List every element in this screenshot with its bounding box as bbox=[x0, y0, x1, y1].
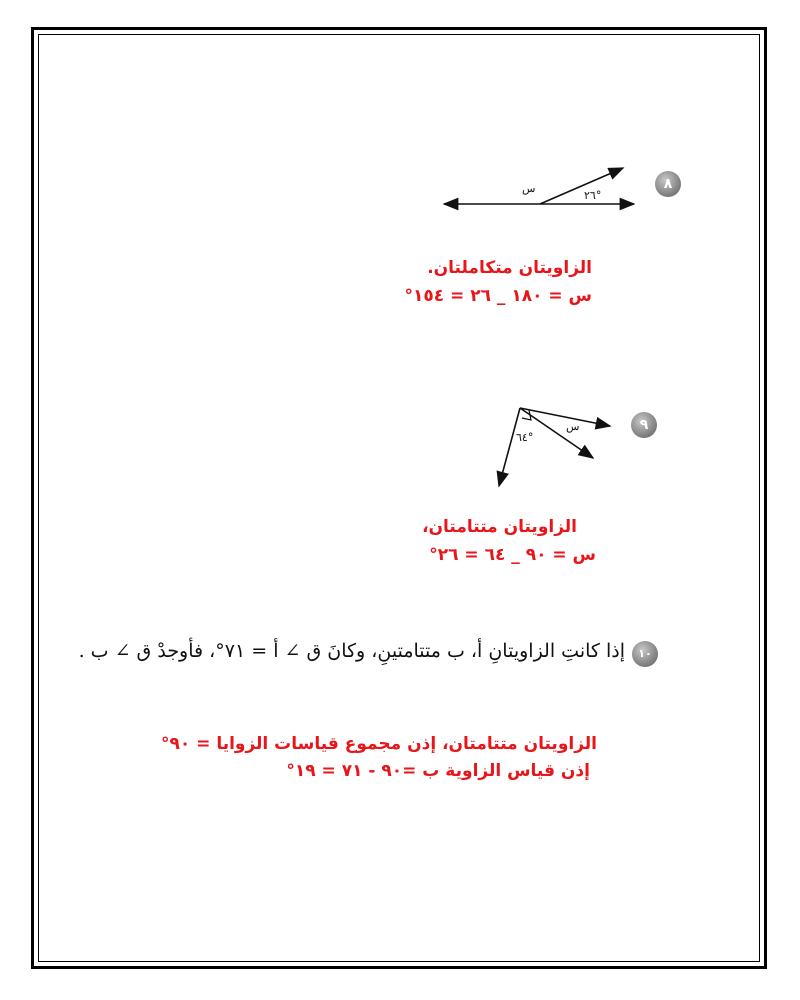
problem-9-number-badge: ٩ bbox=[631, 412, 657, 438]
problem-10-number-badge: ١٠ bbox=[632, 641, 658, 667]
problem-8-label-x: س bbox=[522, 182, 536, 195]
problem-9-answer-line1: الزاويتان متتامتان، bbox=[422, 517, 577, 537]
problem-10-answer-line2: إذن قياس الزاوية ب =٩٠ - ٧١ = ١٩° bbox=[286, 761, 590, 781]
problem-9-ray-down bbox=[499, 408, 520, 486]
problem-10-question: إذا كانتِ الزاويتانِ أ، ب متتامتينِ، وكانَ ق ∠ أ = ٧١°، فأوجدْ ق ∠ ب . bbox=[78, 640, 625, 662]
problem-8-answer-line2: س = ١٨٠ _ ٢٦ = ١٥٤° bbox=[404, 286, 592, 306]
problem-8-ray bbox=[540, 168, 623, 204]
problem-10-answer-line1: الزاويتان متتامتان، إذن مجموع قياسات الزوايا = ٩٠° bbox=[160, 734, 597, 754]
page-border-inner bbox=[38, 34, 760, 962]
problem-9-figure bbox=[490, 398, 620, 490]
problem-9-label-angle: ٦٤° bbox=[516, 431, 534, 444]
problem-8-number-badge: ٨ bbox=[655, 171, 681, 197]
problem-9-answer-line2: س = ٩٠ _ ٦٤ = ٢٦° bbox=[429, 545, 596, 565]
problem-8-label-angle: ٢٦° bbox=[584, 189, 602, 202]
problem-9-label-x: س bbox=[566, 420, 580, 433]
problem-8-answer-line1: الزاويتان متكاملتان. bbox=[427, 258, 592, 278]
problem-8-figure bbox=[440, 160, 640, 215]
